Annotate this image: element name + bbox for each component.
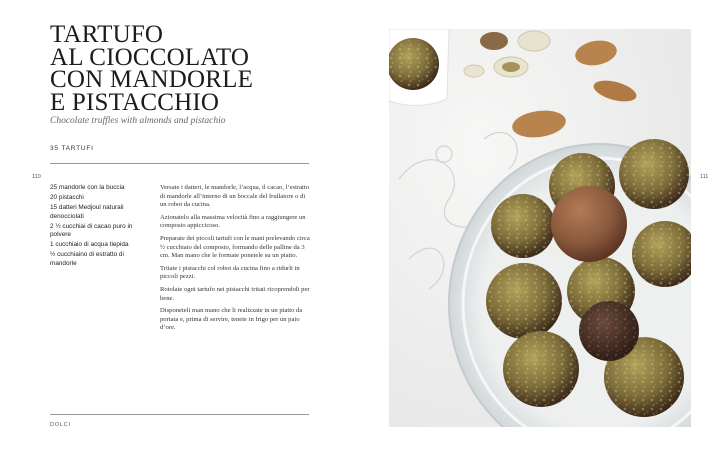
truffles-photo	[389, 29, 691, 427]
divider-bottom	[50, 414, 309, 415]
divider-top	[50, 163, 309, 164]
section-label: DOLCI	[50, 422, 71, 428]
recipe-yield: 35 TARTUFI	[50, 145, 94, 152]
ingredient-item: 20 pistacchi	[50, 194, 84, 201]
method-step: Preparate dei piccoli tartufi con le mani prelevando circa ½ cucchiaio del composto, formando delle palline da 3 cm. Man mano che le formate ponetele su un piatto.	[160, 234, 310, 260]
title-line: AL CIOCCOLATO	[50, 43, 250, 71]
method-step: Disponeteli man mano che li realizzate in un piatto da portata e, prima di servire, tenete in frigo per un paio d’ore.	[160, 307, 303, 332]
title-line: TARTUFO	[50, 21, 164, 48]
title-line: CON MANDORLE	[50, 66, 254, 93]
photo-illustration	[389, 29, 691, 427]
page-number-right: 111	[700, 174, 709, 180]
method-step: Tritate i pistacchi col robot da cucina fino a ridurli in piccoli pezzi.	[160, 264, 300, 281]
method-text	[160, 184, 311, 337]
method-step: Azionatelo alla massima velocità fino a raggiungere un composto appiccicoso.	[160, 213, 306, 230]
recipe-title	[50, 21, 290, 116]
ingredient-item: 25 mandorle con la buccia	[50, 184, 125, 191]
page-number-left: 110	[32, 174, 41, 180]
ingredient-item: 2 ½ cucchiai di cacao puro in polvere	[50, 222, 133, 238]
title-line: E PISTACCHIO	[50, 88, 220, 116]
ingredients-list	[50, 184, 145, 270]
method-step: Rotolate ogni tartufo nei pistacchi tritati ricoprendoli per bene.	[160, 285, 310, 302]
ingredient-item: ½ cucchiaino di estratto di mandorle	[50, 251, 124, 267]
ingredient-item: 15 datteri Medjoul naturali denocciolati	[50, 204, 124, 220]
recipe-subtitle: Chocolate truffles with almonds and pistachio	[50, 116, 226, 126]
method-step: Versate i datteri, le mandorle, l’acqua, il cacao, l’estratto di mandorle all’interno di un boccale del frullatore o di un robot da cucina.	[160, 184, 310, 209]
ingredient-item: 1 cucchiaio di acqua tiepida	[50, 241, 129, 248]
